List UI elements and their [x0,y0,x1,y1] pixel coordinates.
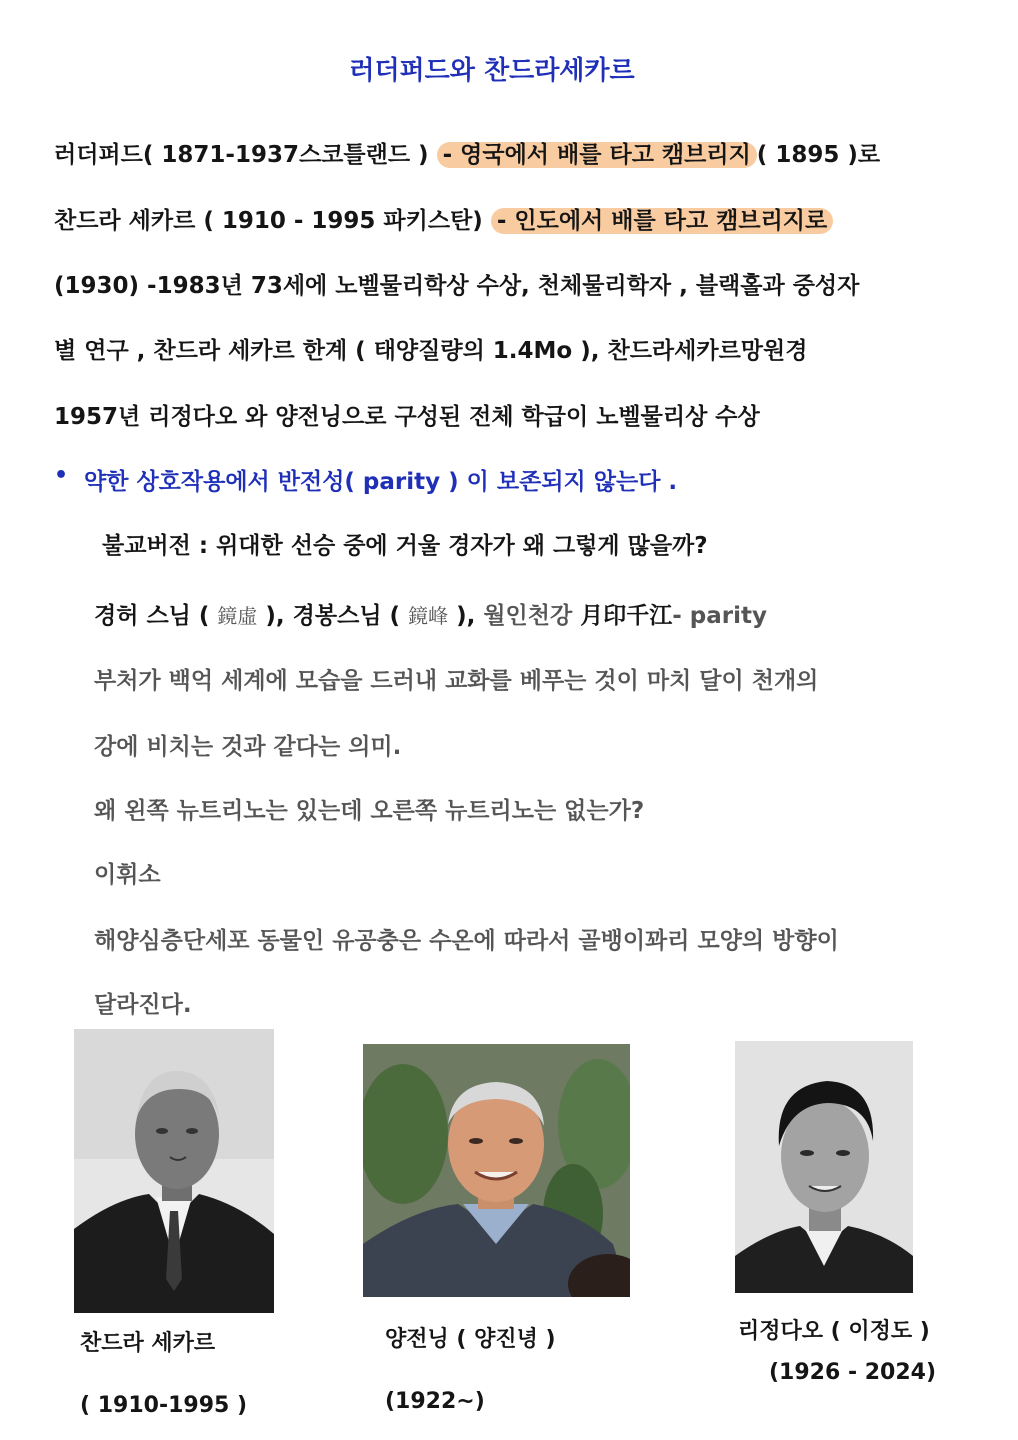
buddhist-version-line: 불교버전 : 위대한 선승 중에 거울 경자가 왜 그렇게 많을까? [102,533,708,559]
rutherford-highlight: - 영국에서 배를 타고 캠브리지 [437,142,757,168]
chandrasekhar-line [54,202,833,235]
research-line: 별 연구 , 찬드라 세카르 한계 ( 태양질량의 1.4Mo ), 찬드라세카르망원경 [54,338,808,364]
conclusion-line: 달라진다. [94,992,192,1018]
rutherford-text: 러더퍼드( 1871-1937스코틀랜드 ) [54,142,437,168]
monk2-hanja: 鏡峰 [408,604,449,628]
lee-years: (1926 - 2024) [769,1360,937,1385]
monk1-text: 경허 스님 ( [94,603,218,629]
chandrasekhar-years: ( 1910-1995 ) [80,1393,248,1418]
foraminifera-line: 해양심층단세포 동물인 유공충은 수온에 따라서 골뱅이꽈리 모양의 방향이 [94,928,839,954]
monk1-hanja: 鏡虛 [217,604,258,628]
nobel-line: (1930) -1983년 73세에 노벨물리학상 수상, 천체물리학자 , 블랙홀과 중성자 [54,273,860,299]
bullet-icon: • [54,463,69,488]
lee-hwiso-line: 이휘소 [94,862,161,888]
monks-line [94,597,767,630]
wolin-text: 월인천강 [483,603,581,629]
lee-caption: 리정다오 ( 이정도 ) [738,1319,930,1344]
rutherford-line [54,136,880,169]
lee-yang-line: 1957년 리정다오 와 양전닝으로 구성된 전체 학급이 노벨물리상 수상 [54,404,760,430]
monk-sep: ), [448,603,484,629]
monk2-text: ), 경봉스님 ( [257,603,409,629]
yang-photo [363,1044,630,1297]
buddha-line: 부처가 백억 세계에 모습을 드러내 교화를 베푸는 것이 마치 달이 천개의 [94,668,819,694]
page-title: 러더퍼드와 찬드라세카르 [349,56,635,86]
chandrasekhar-caption: 찬드라 세카르 [80,1331,216,1356]
chandrasekhar-highlight: - 인도에서 배를 타고 캠브리지로 [491,208,833,234]
parity-tag: - parity [672,603,767,629]
neutrino-line: 왜 왼쪽 뉴트리노는 있는데 오른쪽 뉴트리노는 없는가? [94,798,645,824]
rutherford-year: ( 1895 )로 [756,142,881,168]
chandrasekhar-photo [74,1029,274,1313]
parity-line: 약한 상호작용에서 반전성( parity ) 이 보존되지 않는다 . [84,469,678,495]
meaning-line: 강에 비치는 것과 같다는 의미. [94,734,402,760]
lee-photo [735,1041,913,1293]
yang-years: (1922~) [385,1389,485,1414]
wolin-hanja: 月印千江 [580,603,673,629]
chandrasekhar-text: 찬드라 세카르 ( 1910 - 1995 파키스탄) [54,208,491,234]
yang-caption: 양전닝 ( 양진녕 ) [385,1327,556,1352]
